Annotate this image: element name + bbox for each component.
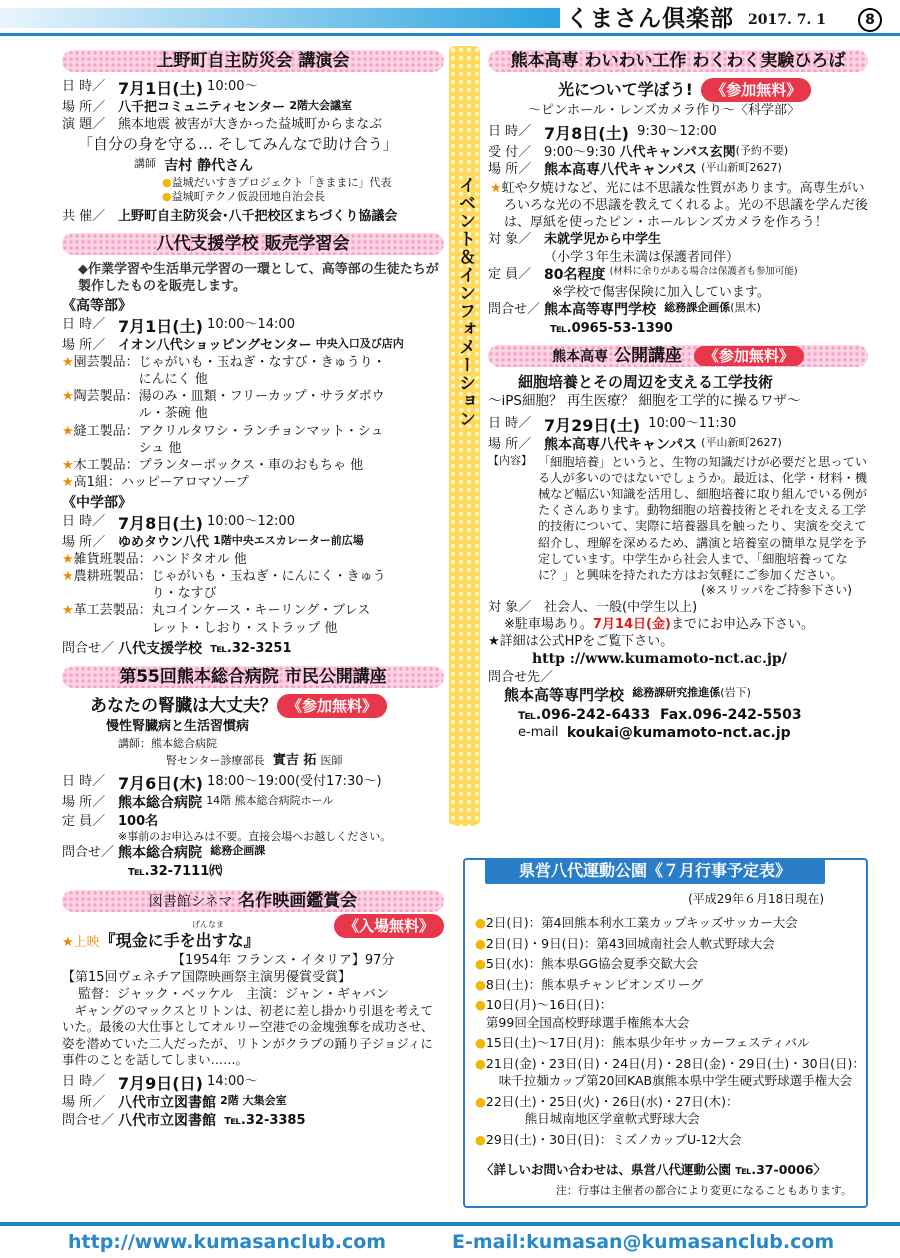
schedule-line: 22日(土)・25日(火)・26日(水)・27日(木)： <box>485 1093 739 1109</box>
contact-fax: Fax.096-242-5503 <box>660 706 802 723</box>
free-badge: 《参加無料》 <box>277 694 387 718</box>
header-rule <box>0 33 900 36</box>
schedule-line: 21日(金)・23日(日)・24日(月)・28日(金)・29日(土)・30日(日)： <box>485 1055 865 1071</box>
product-item <box>62 474 444 491</box>
event-kosen-open-lecture <box>488 345 868 743</box>
group-heading: 《中学部》 <box>62 495 132 512</box>
product-category: 園芸製品： <box>73 354 139 370</box>
label: 対 象／ <box>488 599 532 615</box>
bullet-dot-icon: ● <box>475 1055 486 1071</box>
schedule-text <box>486 1034 810 1052</box>
product-list <box>62 354 444 491</box>
product-category: 縫工製品： <box>73 423 139 439</box>
product-line: ハッピーアロマソープ <box>120 475 249 491</box>
bullet-dot-icon: ● <box>475 997 486 1012</box>
product-text <box>152 551 247 568</box>
product-line: にんにく 他 <box>138 372 208 388</box>
schedule-line: 第99回全国高校野球選手権熊本大会 <box>485 1014 690 1030</box>
schedule-item <box>475 976 865 994</box>
label: 日 時／ <box>62 79 106 94</box>
label: 問合せ／ <box>488 302 541 318</box>
label: 日 時／ <box>62 513 106 529</box>
insurance-note: ※学校で傷害保険に加入しています。 <box>552 285 770 301</box>
star-icon: ★ <box>62 475 74 491</box>
section-title-prefix: 熊本高専 <box>552 348 609 365</box>
event-date: 7月8日(土) <box>544 124 629 144</box>
product-item <box>62 388 444 422</box>
lecture-quote: 「自分の身を守る… そしてみんなで助け合う」 <box>78 135 398 154</box>
lecture-headline: 細胞培養とその周辺を支える工学技術 <box>518 372 774 391</box>
event-date: 7月1日(土) <box>118 79 203 98</box>
bullet-dot-icon: ● <box>475 1035 486 1050</box>
bullet-dot-icon: ● <box>475 1131 486 1147</box>
schedule-line: 8日(土)：熊本県チャンピオンズリーグ <box>485 976 703 992</box>
label: 受 付／ <box>488 145 532 161</box>
product-item <box>62 602 444 636</box>
venue-address: (平山新町2627) <box>701 161 782 175</box>
left-column <box>62 46 444 1131</box>
right-column <box>488 46 868 743</box>
lecturer-suffix: 医師 <box>320 753 343 767</box>
event-venue: イオン八代ショッピングセンター <box>118 337 312 353</box>
footer-email-link[interactable]: E-mail:kumasan@kumasanclub.com <box>452 1231 835 1253</box>
schedule-inquiry: 〈詳しいお問い合わせは、県営八代運動公園 ℡.37-0006〉 <box>481 1162 826 1177</box>
group-heading: 《高等部》 <box>62 298 132 315</box>
contact-tel: ℡.0965-53-1390 <box>550 320 673 336</box>
film-title-ruby: げんなま <box>192 919 224 929</box>
event-kosen-workshop <box>488 50 868 337</box>
hp-note-text: ★詳細は公式HPをご覧下さい。 <box>488 634 674 649</box>
bullet-dot-icon: ● <box>475 915 486 930</box>
bullet-dot-icon: ● <box>475 1093 486 1109</box>
event-bousai-lecture <box>62 50 444 225</box>
film-synopsis: ギャングのマックスとリトンは、初老に差し掛かり引退を考えていた。最後の大仕事としてオルリー空港での金塊強奪を成功させ、姿を潜めていた二人だったが、リトンがクラブの踊り子ジョジィに事件のことを話してしまい……。 <box>62 1003 434 1068</box>
label: 場 所／ <box>62 1094 106 1110</box>
intro-text: ◆作業学習や生活単元学習の一環として、高等部の生徒たちが製作したものを販売します。 <box>78 261 439 295</box>
product-line: り・なすび <box>151 586 217 602</box>
product-text <box>139 423 384 457</box>
label: 共 催／ <box>62 208 106 224</box>
lecturer-role: 講師： <box>118 737 151 751</box>
product-item <box>62 354 444 388</box>
reception-note: (予約不要) <box>735 144 789 158</box>
product-category: 木工製品： <box>73 457 139 473</box>
bullet-dot-icon: ● <box>475 956 486 971</box>
label: 定 員／ <box>62 813 106 829</box>
event-venue: 八千把コミュニティセンター <box>118 100 286 116</box>
capacity: 80名程度 <box>544 266 606 283</box>
venue-room: 2階大会議室 <box>289 99 352 113</box>
product-item <box>62 423 444 457</box>
issue-date: 2017. 7. 1 <box>748 12 826 28</box>
event-time: 14:00～ <box>207 1073 258 1089</box>
schedule-item <box>475 955 865 973</box>
bullet-dot-icon: ● <box>162 190 172 204</box>
footer-website-link[interactable]: http://www.kumasanclub.com <box>68 1231 387 1253</box>
film-prefix: ★上映 <box>62 935 100 951</box>
content-label: 【内容】 <box>488 454 532 468</box>
target-audience: 未就学児から中学生 <box>544 232 662 248</box>
event-time: 18:00～19:00(受付17:30～) <box>207 773 382 789</box>
schedule-text <box>486 1093 739 1128</box>
contact-name: 熊本高等専門学校 <box>504 685 625 704</box>
label: 演 題／ <box>62 117 106 133</box>
event-library-cinema <box>62 890 444 1131</box>
schedule-line: 5日(水)：熊本県GG協会夏季交歓大会 <box>485 956 699 971</box>
star-icon: ★ <box>62 354 74 370</box>
section-title: 八代支援学校 販売学習会 <box>62 233 444 255</box>
product-text <box>152 602 371 636</box>
schedule-title: 県営八代運動公園《７月行事予定表》 <box>485 858 825 884</box>
free-badge: 《参加無料》 <box>694 346 804 366</box>
schedule-line: 10日(月)～16日(日)： <box>485 997 613 1012</box>
contact-dept: 総務企画課 <box>210 844 266 858</box>
label: 日 時／ <box>62 1073 106 1089</box>
label: 場 所／ <box>62 534 106 550</box>
label: 場 所／ <box>488 162 532 178</box>
lecture-topic: 熊本地震 被害が大きかった益城町からまなぶ <box>118 117 383 133</box>
section-title-main: 公開講座 <box>614 345 683 366</box>
star-icon: ★ <box>62 389 74 405</box>
label: 場 所／ <box>488 436 532 452</box>
product-line: じゃがいも・玉ねぎ・にんにく・きゅう <box>151 569 386 585</box>
section-title: 熊本高専 わいわい工作 わくわく実験ひろば <box>488 50 868 72</box>
film-info: 【1954年 フランス・イタリア】97分 <box>172 952 395 968</box>
schedule-item <box>475 1055 865 1090</box>
label: 日 時／ <box>488 415 532 431</box>
event-venue: 八代市立図書館 <box>118 1094 216 1111</box>
star-icon: ★ <box>62 603 74 619</box>
lecture-subtitle: 慢性腎臓病と生活習慣病 <box>106 719 250 735</box>
label: 日 時／ <box>62 316 106 332</box>
vertical-category-band <box>449 46 480 826</box>
lecturer-name: 實吉 拓 <box>272 752 317 768</box>
free-badge: 《参加無料》 <box>701 78 811 102</box>
schedule-item <box>475 1131 865 1149</box>
target-note: （小学３年生未満は保護者同伴） <box>544 249 740 265</box>
contact-person: (黒木) <box>730 301 761 315</box>
product-text <box>121 474 249 491</box>
slippers-note: (※スリッパをご持参下さい) <box>701 582 852 597</box>
schedule-item <box>475 914 865 932</box>
schedule-line: 15日(土)～17日(月)：熊本県少年サッカーフェスティバル <box>485 1035 810 1050</box>
product-item <box>62 568 444 602</box>
label: 定 員／ <box>488 266 532 282</box>
product-list <box>62 551 444 637</box>
section-title <box>62 890 444 912</box>
contact-tel: ℡.32-3385 <box>224 1113 306 1129</box>
contact-tel: ℡.096-242-6433 <box>518 706 651 723</box>
star-icon: ★ <box>62 423 74 439</box>
venue-detail: 中央入口及び店内 <box>315 336 404 350</box>
event-venue: ゆめタウン八代 <box>118 534 210 550</box>
contact-name: 八代支援学校 <box>118 640 202 657</box>
schedule-item <box>475 935 865 953</box>
lecturer-org: 熊本総合病院 <box>151 737 217 751</box>
product-text <box>139 388 385 422</box>
schedule-text <box>486 996 689 1031</box>
contact-dept: 総務課企画係 <box>664 301 731 315</box>
email-label: e-mail <box>518 725 559 741</box>
page-number: 8 <box>858 8 882 32</box>
lecture-subtitle: ～iPS細胞？ 再生医療？ 細胞を工学的に操るワザ～ <box>488 392 801 409</box>
schedule-list <box>475 914 865 1151</box>
lecturer-role: 講師 <box>134 157 156 171</box>
section-title-prefix: 図書館シネマ <box>148 893 233 910</box>
label: 日 時／ <box>488 124 532 140</box>
reception-time: 9:00～9:30 <box>544 145 616 161</box>
schedule-text <box>486 914 798 932</box>
product-category: 革工芸製品： <box>73 603 152 619</box>
section-title: 上野町自主防災会 講演会 <box>62 50 444 72</box>
product-line: シュ 他 <box>138 440 182 456</box>
workshop-subtitle: ～ピンホール・レンズカメラ作り～〈科学部〉 <box>528 103 801 118</box>
lecture-headline: あなたの腎臓は大丈夫？ <box>90 695 277 716</box>
product-text <box>139 457 363 474</box>
schedule-asof: (平成29年６月18日現在) <box>688 892 824 906</box>
lecture-content: 「細胞培養」というと、生物の知識だけが必要だと思っている人が多いのではないでしょうか。最近は、化学・材料・機械など幅広い知識を活用し、細胞培養に取り組んでいる例がたくさんあります。動物細胞の培養技術とそれを支える工学的技術について、実際に培養器具を触ったり、実演を交えて紹介し、理解を深めるため、講演と培養室の簡単な見学を予定しています。中学生から社会人まで、「細胞培養ってなに？」と興味を持たれた方はお気軽にご参加ください。 <box>538 455 868 582</box>
label: 問合せ／ <box>62 845 115 861</box>
schedule-line: 29日(土)・30日(日)：ミズノカップU-12大会 <box>485 1131 742 1147</box>
event-hospital-lecture <box>62 666 444 880</box>
film-staff: 監督：ジャック・ベッケル 主演：ジャン・ギャバン <box>78 986 389 1002</box>
film-title: 『現金に手を出すな』 <box>99 931 260 951</box>
contact-name: 熊本総合病院 <box>118 845 202 862</box>
bullet-dot-icon: ● <box>475 935 486 951</box>
reception-place: 八代キャンパス玄関 <box>619 145 736 161</box>
lecturer-note: 益城だいすきプロジェクト「きままに」代表 <box>171 175 392 189</box>
footer-rule <box>0 1222 900 1226</box>
header-gradient-bar <box>0 8 560 28</box>
lecturer-position: 腎センター診療部長 <box>166 753 265 767</box>
event-shien-sale <box>62 233 444 658</box>
product-item <box>62 551 444 568</box>
capacity: 100名 <box>118 813 159 829</box>
workshop-description: 虹や夕焼けなど、光には不思議な性質があります。高専生がいろいろな光の不思議を教えてくれるよ。光の不思議を学んだ後は、厚紙を使ったピン・ホールレンズカメラを作ろう！ <box>501 180 869 231</box>
capacity-note: (材料に余りがある場合は保護者も参加可能) <box>609 265 798 277</box>
section-title <box>488 345 868 367</box>
contact-person: (岩下) <box>720 685 751 699</box>
event-date: 7月1日(土) <box>118 316 203 336</box>
application-note: までにお申込み下さい。 <box>670 616 814 632</box>
magazine-title: くまさん倶楽部 <box>566 6 734 32</box>
star-icon: ★ <box>62 551 74 567</box>
schedule-text <box>486 1131 742 1149</box>
star-icon: ★ <box>490 180 502 196</box>
contact-dept: 総務課研究推進係 <box>632 685 721 699</box>
target-audience: 社会人、一般(中学生以上) <box>544 599 698 615</box>
event-venue: 熊本高専八代キャンパス <box>544 436 698 453</box>
product-line: アクリルタワシ・ランチョンマット・シュ <box>138 423 384 439</box>
venue-detail: 14階 熊本総合病院ホール <box>206 794 334 808</box>
contact-name: 熊本高等専門学校 <box>544 302 656 319</box>
schedule-line: 味千拉麺カップ第20回KAB旗熊本県中学生硬式野球選手権大会 <box>498 1073 853 1088</box>
contact-tel: ℡.32-3251 <box>210 640 292 656</box>
product-line: レット・しおり・ストラップ 他 <box>151 620 338 636</box>
event-date: 7月8日(土) <box>118 513 203 533</box>
notice: ※事前のお申込みは不要。直接会場へお越しください。 <box>118 829 392 843</box>
schedule-line: 熊日城南地区学童軟式野球大会 <box>524 1111 700 1126</box>
event-time: 10:00～11:30 <box>648 415 737 431</box>
product-text <box>139 354 386 388</box>
product-category: 農耕班製品： <box>73 569 152 585</box>
contact-name: 八代市立図書館 <box>118 1113 216 1130</box>
workshop-headline: 光について学ぼう! <box>558 80 693 100</box>
film-award: 【第15回ヴェネチア国際映画祭主演男優賞受賞】 <box>62 969 352 985</box>
product-line: じゃがいも・玉ねぎ・なすび・きゅうり・ <box>138 354 386 370</box>
lecturer-note: 益城町テクノ仮設団地自治会長 <box>171 190 325 204</box>
schedule-item <box>475 996 865 1031</box>
contact-tel: ℡.32-7111㈹ <box>128 863 223 879</box>
schedule-line: 2日(日)：第4回熊本利水工業カップキッズサッカー大会 <box>485 915 798 930</box>
free-badge: 《入場無料》 <box>334 914 444 938</box>
product-category: 雑貨班製品： <box>73 551 152 567</box>
event-time: 9:30～12:00 <box>637 124 717 140</box>
product-item <box>62 457 444 474</box>
product-line: プランターボックス・車のおもちゃ 他 <box>138 457 364 473</box>
star-icon: ★ <box>62 569 74 585</box>
event-venue: 熊本総合病院 <box>118 795 202 812</box>
event-venue: 熊本高専八代キャンパス <box>544 162 698 179</box>
section-title-main: 名作映画鑑賞会 <box>238 890 358 911</box>
organizer: 上野町自主防災会･八千把校区まちづくり協議会 <box>118 208 398 224</box>
product-text <box>152 568 386 602</box>
schedule-item <box>475 1034 865 1052</box>
section-title: 第55回熊本総合病院 市民公開講座 <box>62 666 444 688</box>
bullet-dot-icon: ● <box>162 175 172 189</box>
product-line: 丸コインケース・キーリング・ブレス <box>151 603 371 619</box>
website-link[interactable]: http ://www.kumamoto-nct.ac.jp/ <box>532 651 787 668</box>
schedule-text <box>486 1055 865 1090</box>
venue-address: (平山新町2627) <box>701 435 782 449</box>
label: 対 象／ <box>488 232 532 248</box>
vertical-category-label: イベント＆インフォメーション <box>455 176 475 428</box>
page-header <box>0 0 900 36</box>
venue-detail: 1階中央エスカレーター前広場 <box>213 533 364 547</box>
contact-email[interactable]: koukai@kumamoto-nct.ac.jp <box>566 725 791 742</box>
event-date: 7月29日(土) <box>544 415 641 435</box>
product-line: ル・茶碗 他 <box>138 406 208 422</box>
schedule-text <box>486 976 703 994</box>
product-line: 湯のみ・皿類・フリーカップ・サラダボウ <box>138 389 385 405</box>
page-footer <box>0 1222 900 1258</box>
label: 場 所／ <box>62 795 106 811</box>
parking-note: ※駐車場あり。 <box>504 616 593 632</box>
event-time: 10:00～12:00 <box>207 513 295 529</box>
event-time: 10:00～ <box>207 79 258 94</box>
event-time: 10:00～14:00 <box>207 316 295 332</box>
label: 日 時／ <box>62 773 106 789</box>
schedule-item <box>475 1093 865 1128</box>
product-category: 陶芸製品： <box>73 389 139 405</box>
product-line: ハンドタオル 他 <box>151 551 247 567</box>
schedule-note: 注：行事は主催者の都合により変更になることもあります。 <box>555 1184 852 1197</box>
event-date: 7月9日(日) <box>118 1073 203 1093</box>
stadium-schedule-box <box>463 858 868 1208</box>
venue-detail: 2階 大集会室 <box>220 1093 287 1107</box>
label: 問合せ先／ <box>488 669 554 685</box>
application-deadline: 7月14日(金) <box>592 616 671 632</box>
label: 問合せ／ <box>62 1113 115 1129</box>
schedule-text <box>486 935 775 953</box>
label: 場 所／ <box>62 337 106 353</box>
schedule-line: 2日(日)・9日(日)：第43回城南社会人軟式野球大会 <box>485 935 775 951</box>
event-date: 7月6日(木) <box>118 773 203 793</box>
product-category: 高1組： <box>73 475 121 491</box>
star-icon: ★ <box>62 457 74 473</box>
hp-note <box>488 633 868 650</box>
lecturer-name: 吉村 静代さん <box>164 158 254 175</box>
schedule-text <box>486 955 698 973</box>
bullet-dot-icon: ● <box>475 976 486 992</box>
label: 問合せ／ <box>62 640 115 656</box>
label: 場 所／ <box>62 100 106 116</box>
